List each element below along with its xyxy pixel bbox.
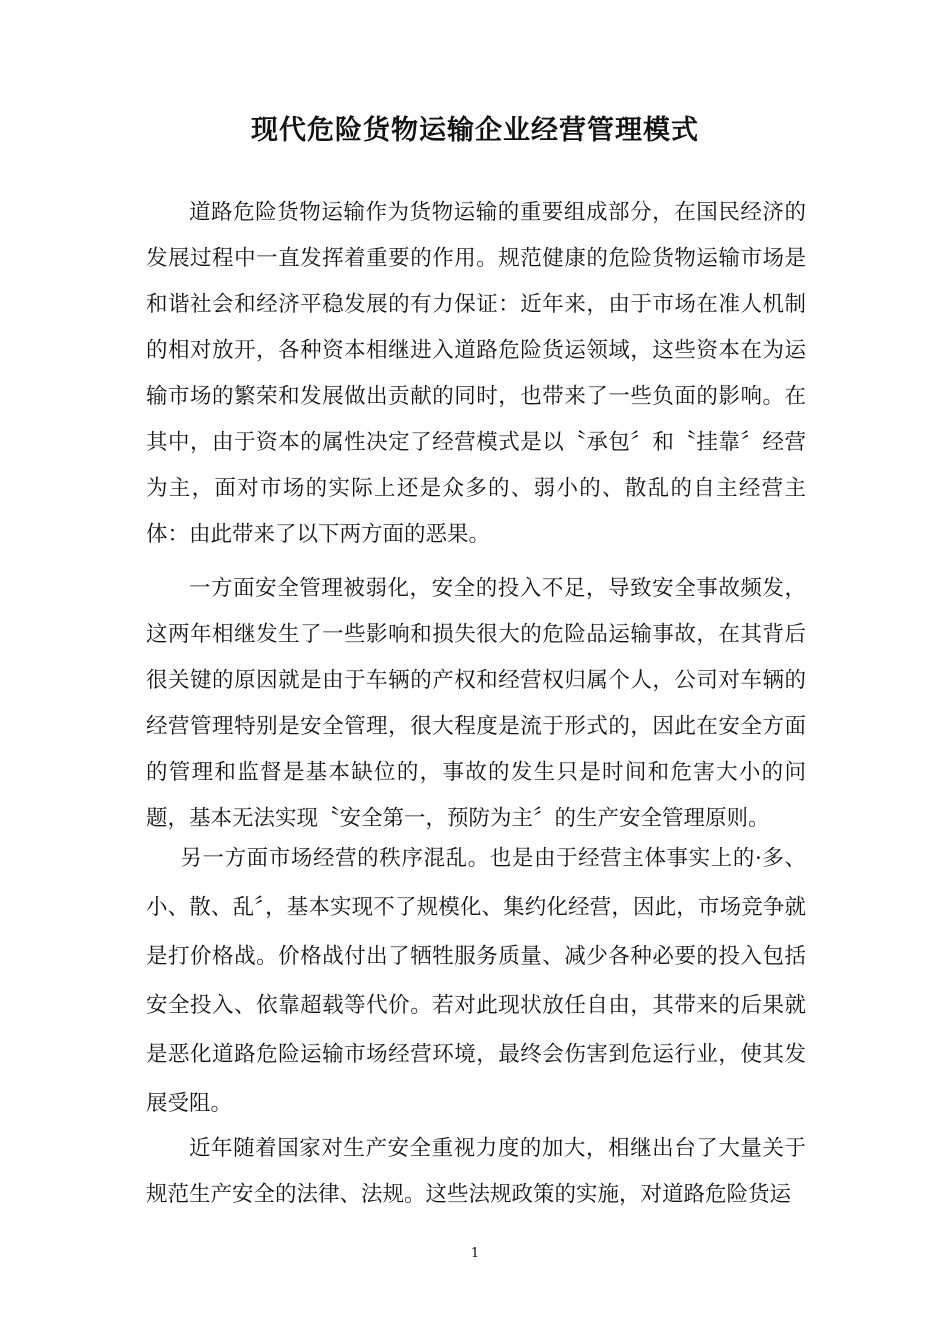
paragraph-3: 另一方面市场经营的秩序混乱。也是由于经营主体事实上的·多、小、散、乱〞，基本实现不了规模化、集约化经营，因此，市场竞争就是打价格战。价格战付出了牺牲服务质量、减少各种必要的投入包括安全投入、依靠超载等代价。若对此现状放任自由，其带来的后果就是恶化道路危险运输市场经营环境，最终会伤害到危运行业，使其发展受阻。 [146,846,806,1116]
paragraph-2: 一方面安全管理被弱化，安全的投入不足，导致安全事故频发，这两年相继发生了一些影响和损失很大的危险品运输事故，在其背后很关键的原因就是由于车辆的产权和经营权归属个人，公司对车辆的经营管理特别是安全管理，很大程度是流于形式的，因此在安全方面的管理和监督是基本缺位的，事故的发生只是时间和危害大小的问题，基本无法实现〝安全第一，预防为主〞的生产安全管理原则。 [146,576,806,831]
page-number: 1 [470,1246,480,1261]
document-title: 现代危险货物运输企业经营管理模式 [251,115,699,146]
paragraph-4: 近年随着国家对生产安全重视力度的加大，相继出台了大量关于规范生产安全的法律、法规。这些法规政策的实施，对道路危险货运 [146,1136,806,1207]
paragraph-1: 道路危险货物运输作为货物运输的重要组成部分，在国民经济的发展过程中一直发挥着重要的作用。规范健康的危险货物运输市场是和谐社会和经济平稳发展的有力保证：近年来，由于市场在准人机制的相对放开，各种资本相继进入道路危险货运领域，这些资本在为运输市场的繁荣和发展做出贡献的同时，也带来了一些负面的影响。在其中，由于资本的属性决定了经营模式是以〝承包〞和〝挂靠〞经营为主，面对市场的实际上还是众多的、弱小的、散乱的自主经营主体：由此带来了以下两方面的恶果。 [146,200,806,547]
